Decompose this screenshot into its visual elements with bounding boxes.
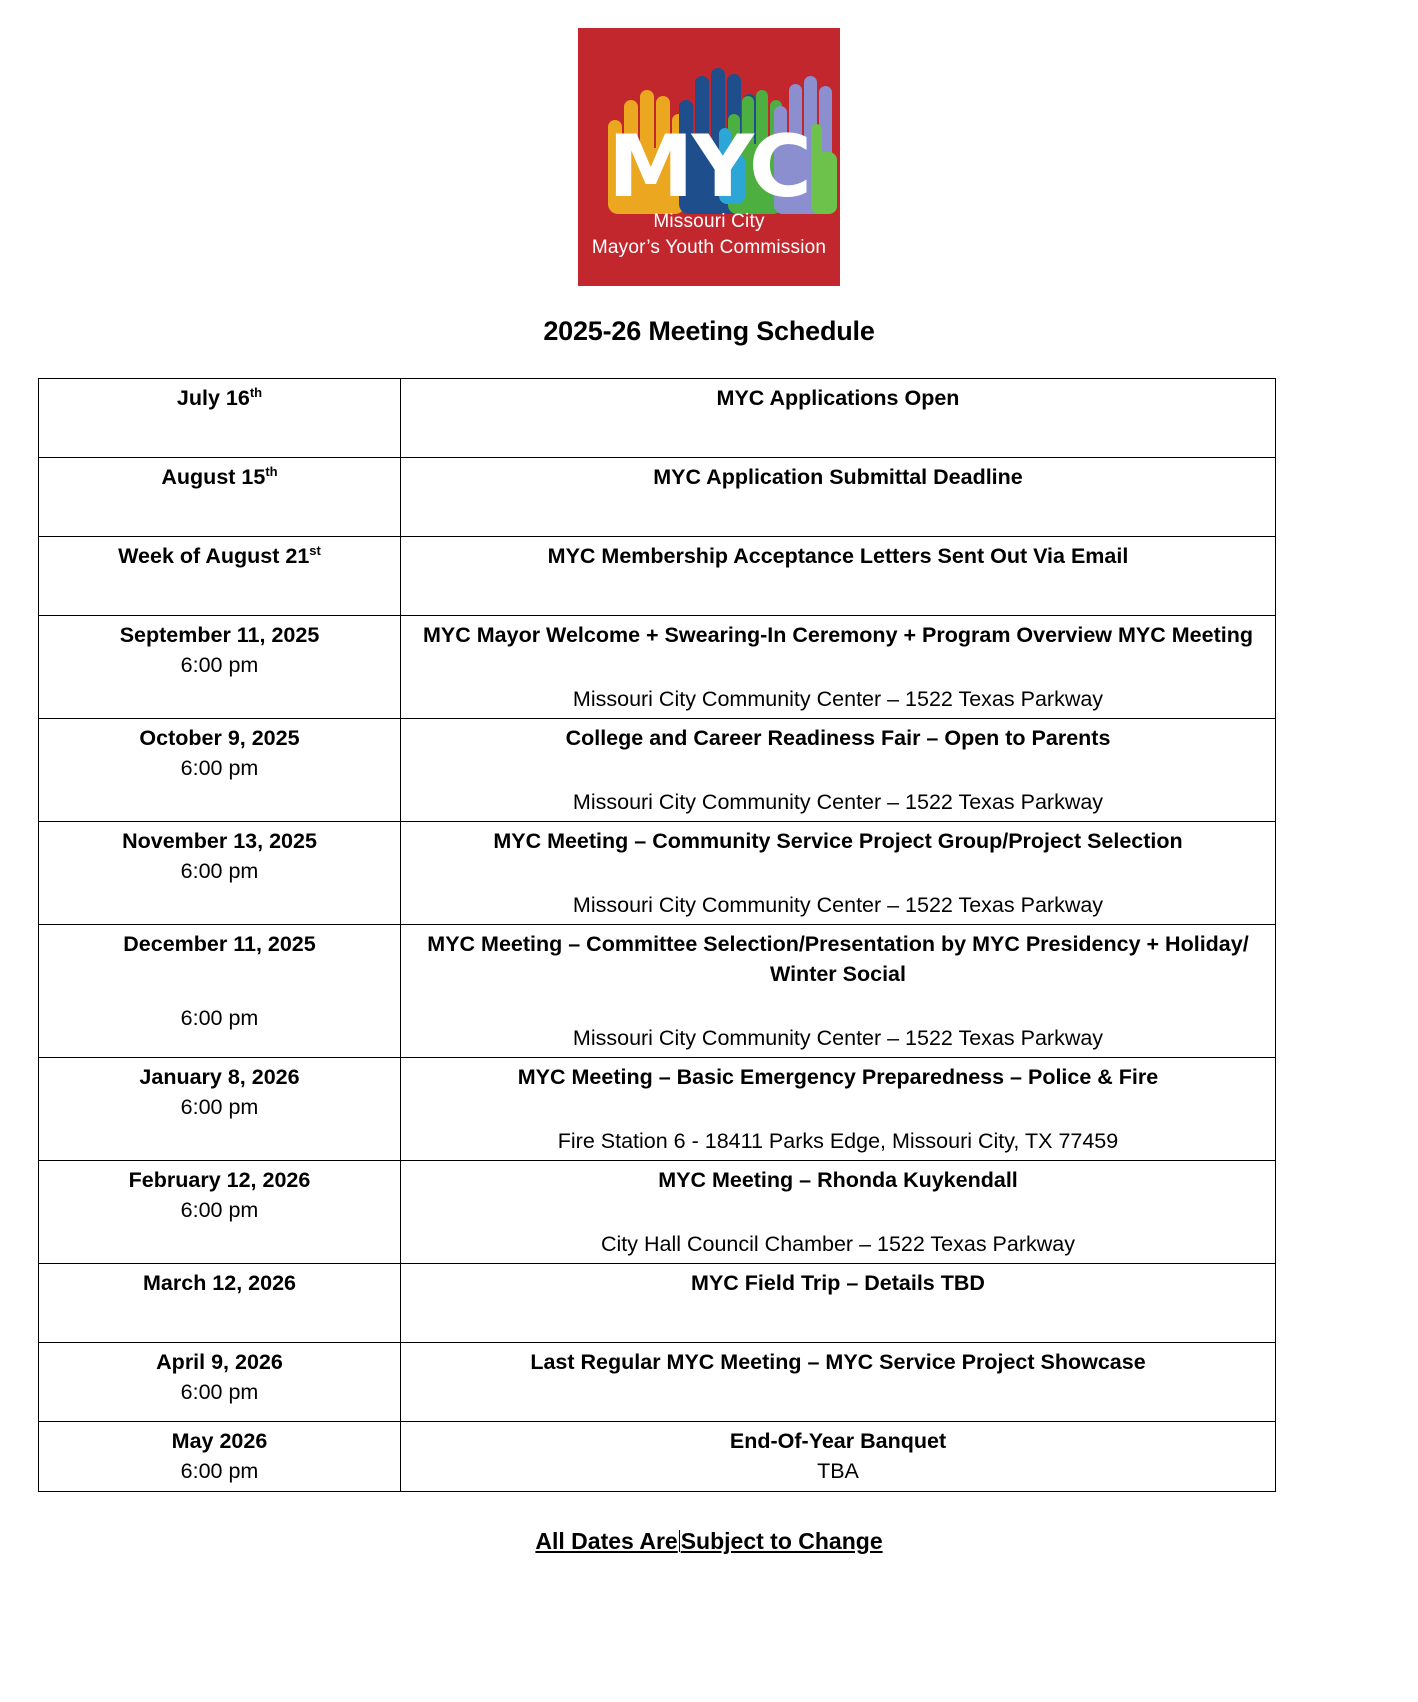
- schedule-date: January 8, 2026: [139, 1065, 300, 1089]
- schedule-description: College and Career Readiness Fair – Open to Parents: [565, 726, 1111, 750]
- schedule-description-cell: [401, 1422, 1276, 1492]
- schedule-venue: Missouri City Community Center – 1522 Texas Parkway: [572, 893, 1104, 917]
- schedule-time: 6:00 pm: [180, 859, 259, 883]
- schedule-description: MYC Applications Open: [716, 386, 960, 410]
- schedule-date-cell: [39, 379, 401, 458]
- schedule-date-cell: [39, 616, 401, 719]
- date-ordinal-suffix: th: [265, 463, 278, 479]
- schedule-date: March 12, 2026: [143, 1271, 296, 1295]
- page-title: 2025-26 Meeting Schedule: [543, 316, 875, 346]
- schedule-date: August 15th: [161, 463, 278, 489]
- table-row: [39, 537, 1276, 616]
- schedule-description-cell: [401, 719, 1276, 822]
- schedule-date: May 2026: [171, 1429, 268, 1453]
- schedule-date: October 9, 2025: [139, 726, 300, 750]
- schedule-date-cell: [39, 1422, 401, 1492]
- schedule-date-cell: [39, 458, 401, 537]
- table-row: [39, 458, 1276, 537]
- schedule-venue: Fire Station 6 - 18411 Parks Edge, Missouri City, TX 77459: [557, 1129, 1119, 1153]
- schedule-description-cell: [401, 616, 1276, 719]
- date-ordinal-suffix: st: [309, 542, 321, 558]
- schedule-date-cell: [39, 822, 401, 925]
- table-row: [39, 379, 1276, 458]
- logo-subtitle-line2: Mayor’s Youth Commission: [591, 237, 827, 258]
- table-row: [39, 1058, 1276, 1161]
- text-cursor-caret: [679, 1530, 680, 1552]
- footer-text-part2: Subject to Change: [680, 1528, 883, 1554]
- schedule-description: Last Regular MYC Meeting – MYC Service Project Showcase: [530, 1350, 1146, 1374]
- schedule-description-cell: [401, 458, 1276, 537]
- schedule-subnote: TBA: [817, 1459, 859, 1483]
- schedule-description: MYC Membership Acceptance Letters Sent Out Via Email: [547, 544, 1129, 568]
- schedule-date-cell: [39, 1343, 401, 1422]
- schedule-date-cell: [39, 1264, 401, 1343]
- schedule-table-container: [0, 378, 1418, 1492]
- schedule-time: 6:00 pm: [180, 653, 259, 677]
- schedule-time: 6:00 pm: [180, 1095, 259, 1119]
- schedule-time: 6:00 pm: [180, 1459, 259, 1483]
- date-ordinal-suffix: th: [249, 384, 263, 400]
- schedule-venue: City Hall Council Chamber – 1522 Texas Parkway: [600, 1232, 1075, 1256]
- schedule-description: MYC Meeting – Basic Emergency Preparedness – Police & Fire: [517, 1065, 1159, 1089]
- logo-container: [0, 0, 1418, 286]
- schedule-venue: Missouri City Community Center – 1522 Texas Parkway: [572, 1026, 1104, 1050]
- table-row: [39, 1264, 1276, 1343]
- table-row: [39, 1343, 1276, 1422]
- schedule-date-cell: [39, 1058, 401, 1161]
- schedule-description-cell: [401, 1058, 1276, 1161]
- schedule-description: MYC Mayor Welcome + Swearing-In Ceremony + Program Overview MYC Meeting: [423, 623, 1253, 647]
- footer-text-part1: All Dates Are: [535, 1528, 678, 1554]
- schedule-date-cell: [39, 1161, 401, 1264]
- schedule-time: 6:00 pm: [180, 756, 259, 780]
- schedule-description-cell: [401, 822, 1276, 925]
- table-row: [39, 925, 1276, 1058]
- schedule-description-cell: [401, 1264, 1276, 1343]
- schedule-time: 6:00 pm: [180, 1006, 259, 1030]
- myc-logo: [578, 28, 840, 286]
- schedule-description: MYC Meeting – Community Service Project Group/Project Selection: [493, 829, 1183, 853]
- table-row: [39, 1422, 1276, 1492]
- table-row: [39, 822, 1276, 925]
- schedule-date: November 13, 2025: [122, 829, 317, 853]
- schedule-description: MYC Field Trip – Details TBD: [691, 1271, 985, 1295]
- schedule-date: September 11, 2025: [119, 623, 320, 647]
- footer-disclaimer: [0, 1528, 1418, 1555]
- schedule-venue: Missouri City Community Center – 1522 Texas Parkway: [572, 687, 1104, 711]
- schedule-date-cell: [39, 925, 401, 1058]
- table-row: [39, 719, 1276, 822]
- schedule-description-cell: [401, 925, 1276, 1058]
- schedule-time: 6:00 pm: [180, 1380, 259, 1404]
- schedule-date: July 16th: [176, 384, 263, 410]
- schedule-date-cell: [39, 537, 401, 616]
- schedule-description: End-Of-Year Banquet: [729, 1429, 947, 1453]
- schedule-description-cell: [401, 1161, 1276, 1264]
- schedule-date: February 12, 2026: [128, 1168, 311, 1192]
- schedule-date: April 9, 2026: [156, 1350, 283, 1374]
- schedule-date: Week of August 21st: [118, 542, 321, 568]
- schedule-description-cell: [401, 379, 1276, 458]
- schedule-time: 6:00 pm: [180, 1198, 259, 1222]
- schedule-date-cell: [39, 719, 401, 822]
- schedule-description: MYC Application Submittal Deadline: [653, 465, 1023, 489]
- logo-wordmark: MYC: [608, 117, 810, 217]
- schedule-venue: Missouri City Community Center – 1522 Texas Parkway: [572, 790, 1104, 814]
- schedule-description-cell: [401, 537, 1276, 616]
- schedule-description-cell: [401, 1343, 1276, 1422]
- schedule-description: MYC Meeting – Rhonda Kuykendall: [658, 1168, 1018, 1192]
- schedule-date: December 11, 2025: [123, 932, 316, 956]
- table-row: [39, 616, 1276, 719]
- schedule-table: [38, 378, 1276, 1492]
- schedule-description: MYC Meeting – Committee Selection/Presentation by MYC Presidency + Holiday/ Winter Social: [427, 932, 1249, 986]
- logo-subtitle-line1: Missouri City: [653, 211, 765, 232]
- table-row: [39, 1161, 1276, 1264]
